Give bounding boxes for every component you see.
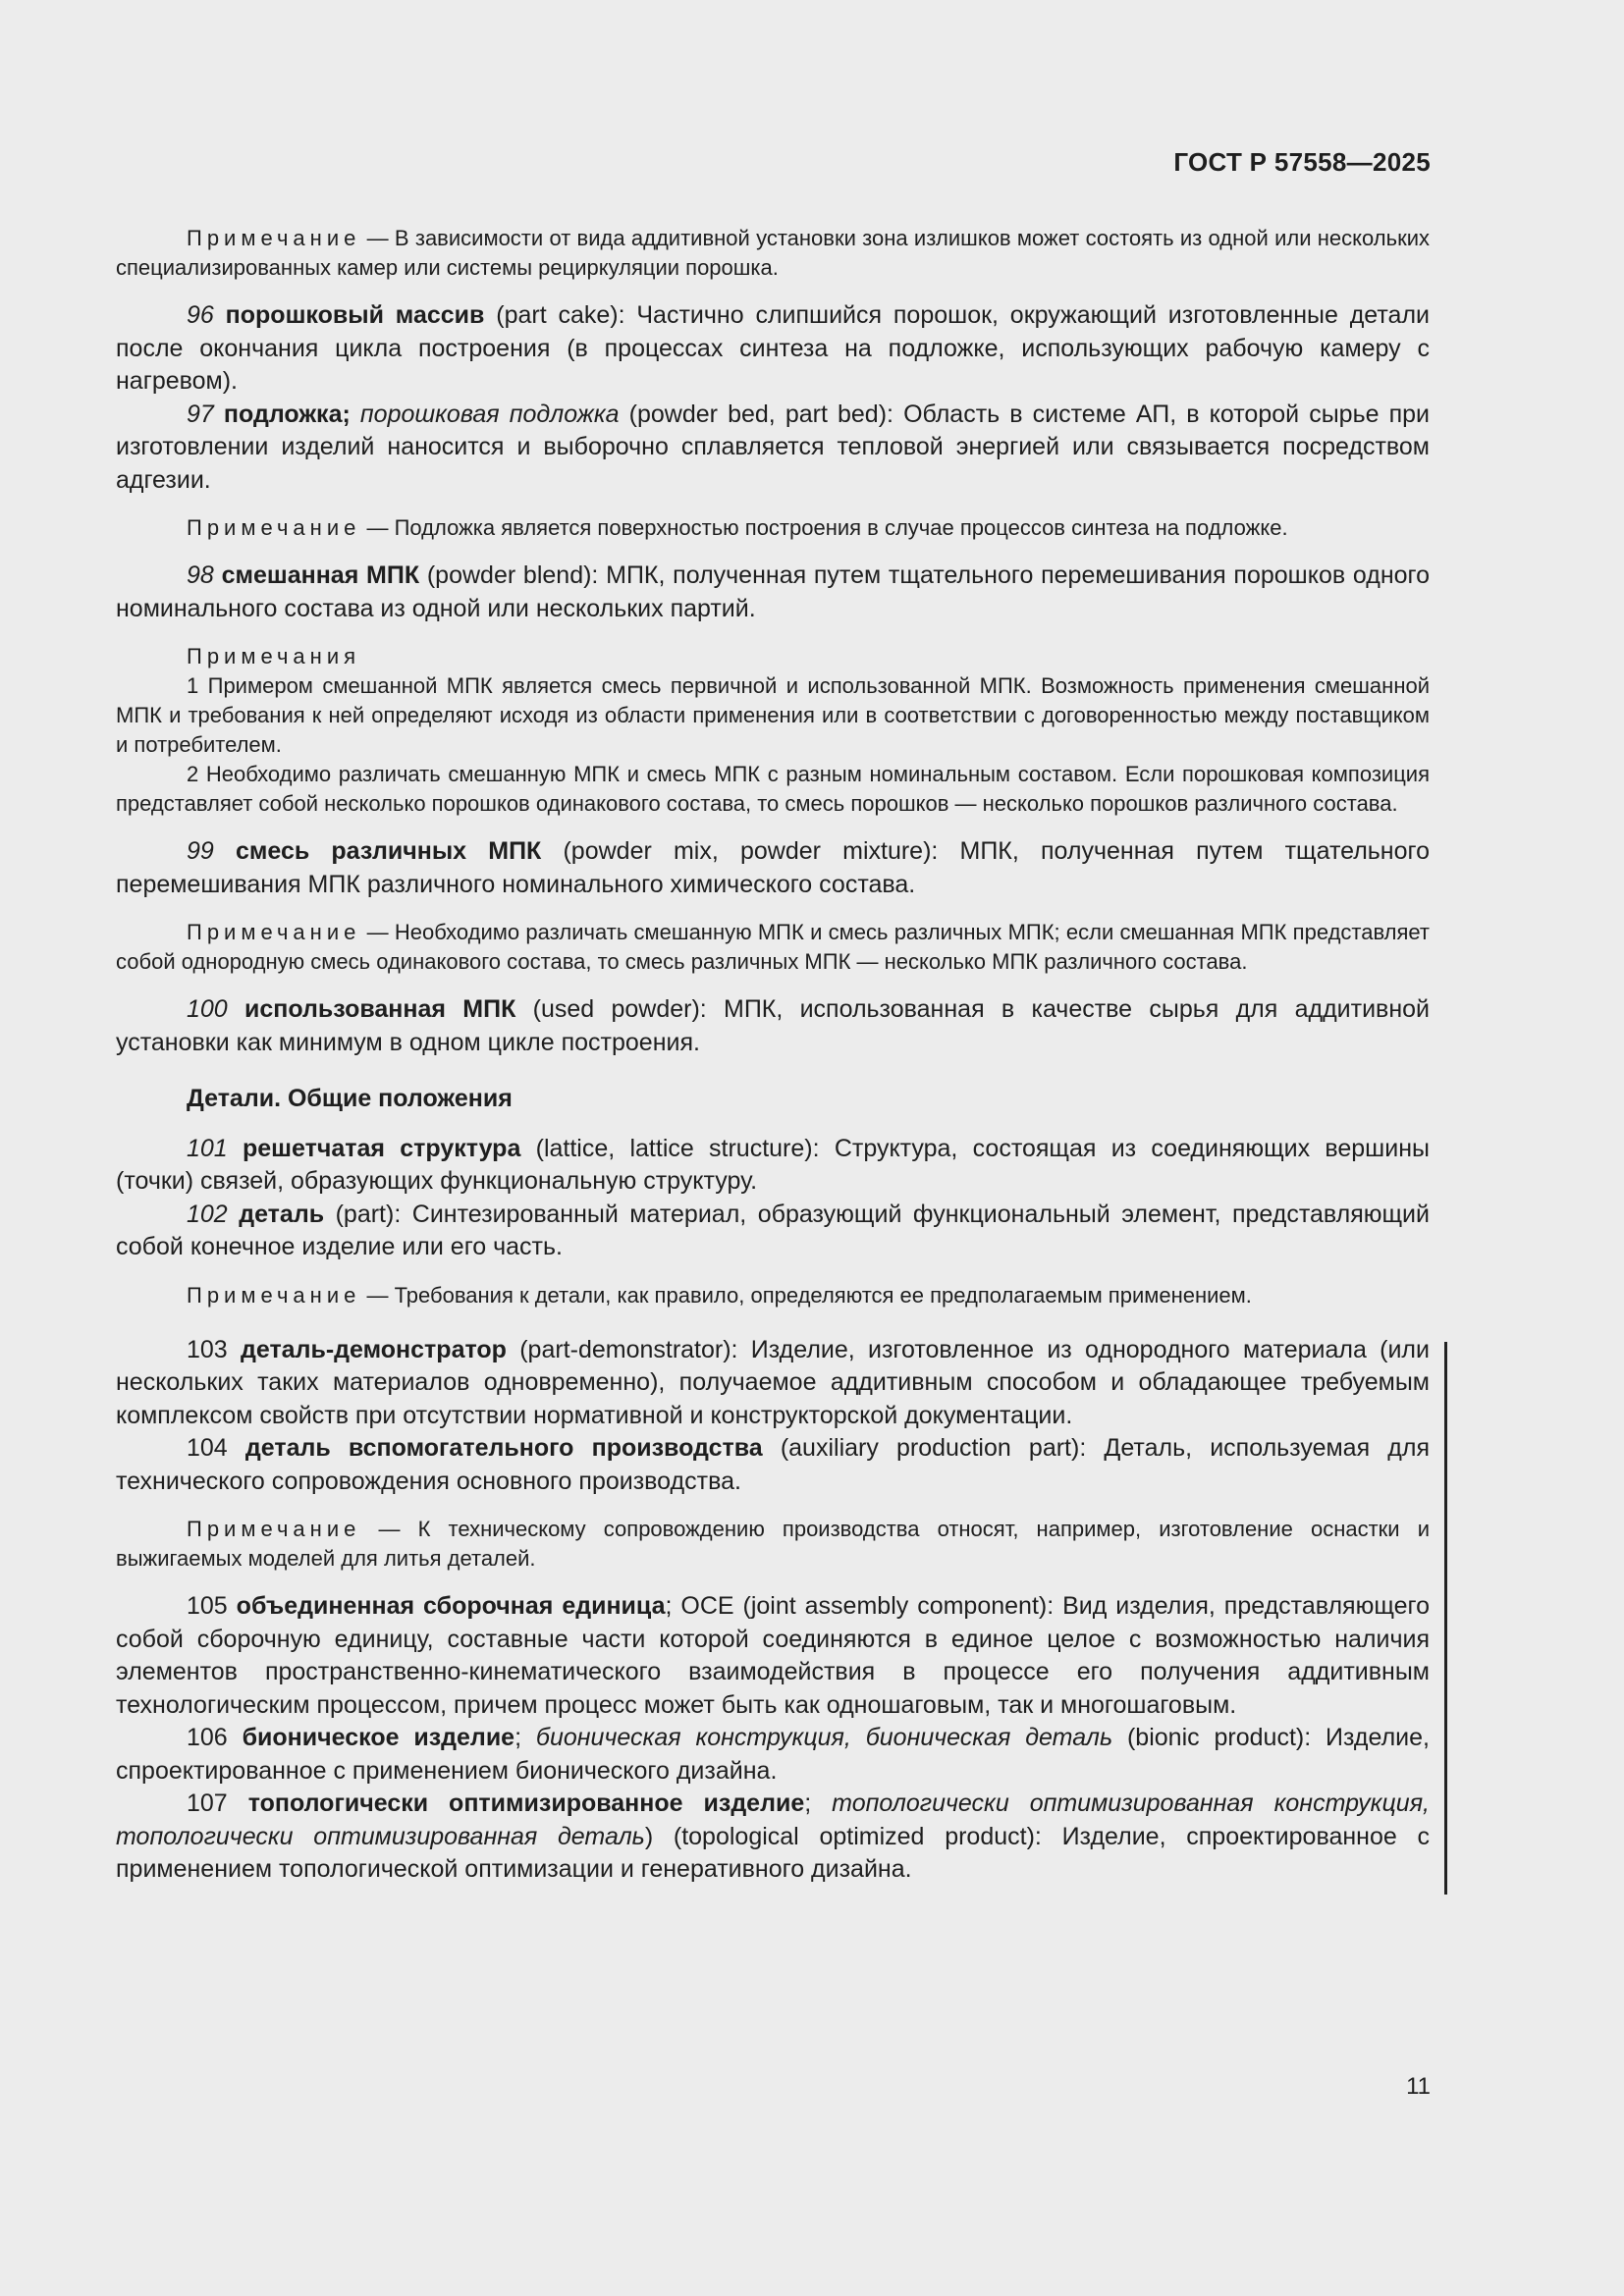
term-synonym: порошковая подложка — [359, 400, 620, 428]
term-definition: ; ОСЕ (joint assembly component): Вид изделия, представляющего собой сборочную единицу, составные части которой соединяются в единое целое с возможностью наличия элементов пространственно-кинематического взаимодействия в процессе его получения аддитивным технологическим процессом, причем процесс может быть как одношаговым, так и многошаговым. — [116, 1592, 1430, 1719]
note-text: Подложка является поверхностью построения в случае процессов синтеза на подложке. — [394, 515, 1288, 540]
term-name: деталь-демонстратор — [241, 1335, 507, 1363]
section-heading: Детали. Общие положения — [187, 1085, 513, 1112]
term-number: 102 — [187, 1200, 228, 1228]
term-entry-103 — [116, 1334, 1430, 1433]
term-entry-106: 106 бионическое изделие; бионическая конструкция, бионическая деталь (bionic product): Изделие, спроектированное с применением бионического дизайна. — [116, 1724, 1430, 1785]
term-entry-96 — [116, 299, 1430, 399]
note-label: Примечание — [187, 226, 361, 250]
note-text: Требования к детали, как правило, определяются ее предполагаемым применением. — [394, 1282, 1252, 1308]
note-text: В зависимости от вида аддитивной установки зона излишков может состоять из одной или нескольких специализированных камер или системы рециркуляции порошка. — [116, 226, 1430, 280]
note-text: К техническому сопровождению производства относят, например, изготовление оснастки и выжигаемых моделей для литья деталей. — [116, 1517, 1430, 1571]
notes-label: Примечания — [187, 644, 361, 668]
term-number: 99 — [187, 837, 214, 865]
term-number: 105 — [187, 1592, 228, 1620]
term-definition: (part-demonstrator): Изделие, изготовленное из однородного материала (или нескольких таких материалов одновременно), получаемое аддитивным способом и обладающее требуемым комплексом свойств при отсутствии нормативной и конструкторской документации. — [116, 1335, 1430, 1429]
term-definition: (part cake): Частично слипшийся порошок, окружающий изготовленные детали после окончания цикла построения (в процессах синтеза на подложке, использующих рабочую камеру с нагревом). — [116, 301, 1430, 395]
term-entry-105 — [116, 1590, 1430, 1722]
note-text: Необходимо различать смешанную МПК и смесь различных МПК; если смешанная МПК представляет собой однородную смесь одинакового состава, то смесь различных МПК — несколько МПК различного состава. — [116, 920, 1430, 974]
document-body — [116, 224, 1430, 1887]
term-name: порошковый массив — [225, 301, 485, 329]
term-entry-104 — [116, 1432, 1430, 1498]
term-entry-102 — [116, 1199, 1430, 1264]
term-entry-107: 107 топологически оптимизированное изделие; топологически оптимизированная конструкция, топологически оптимизированная деталь) (topological optimized product): Изделие, спроектированное с применением топологической оптимизации и генеративного дизайна. — [116, 1789, 1430, 1883]
term-entry-99 — [116, 835, 1430, 901]
term-definition: (powder blend): МПК, полученная путем тщательного перемешивания порошков одного номинального состава из одной или нескольких партий. — [116, 561, 1431, 622]
term-name: топологически оптимизированное изделие — [247, 1789, 805, 1817]
term-entry-98 — [116, 560, 1430, 625]
term-entry-101 — [116, 1133, 1430, 1199]
note: Примечание — Требования к детали, как правило, определяются ее предполагаемым применением. — [187, 1282, 1252, 1308]
note: Примечание — Подложка является поверхностью построения в случае процессов синтеза на подложке. — [187, 515, 1288, 540]
term-number: 103 — [187, 1335, 228, 1363]
term-number: 104 — [187, 1434, 228, 1462]
term-name: смесь различных МПК — [235, 837, 542, 865]
term-name: использованная МПК — [244, 995, 516, 1023]
note-label: Примечание — [187, 920, 361, 944]
term-definition: (lattice, lattice structure): Структура, состоящая из соединяющих вершины (точки) связей, образующих функциональную структуру. — [116, 1134, 1430, 1195]
term-number: 97 — [187, 400, 214, 428]
note: Примечание — Необходимо различать смешанную МПК и смесь различных МПК; если смешанная МПК представляет собой однородную смесь одинакового состава, то смесь различных МПК — несколько МПК различного состава. — [116, 920, 1430, 974]
term-number: 106 — [187, 1724, 228, 1751]
term-definition: (used powder): МПК, использованная в качестве сырья для аддитивной установки как минимум в одном цикле построения. — [116, 995, 1430, 1056]
term-name: смешанная МПК — [221, 561, 420, 589]
note-label: Примечание — [187, 1282, 361, 1308]
term-definition: (bionic product): Изделие, спроектированное с применением бионического дизайна. — [116, 1724, 1430, 1785]
term-number: 96 — [187, 301, 214, 329]
amended-section — [116, 1334, 1430, 1887]
change-bar — [1444, 1342, 1447, 1895]
term-number: 98 — [187, 561, 214, 589]
term-synonym: бионическая конструкция, бионическая деталь — [535, 1724, 1113, 1751]
term-name: подложка; — [223, 400, 351, 428]
term-entry-100 — [116, 993, 1430, 1059]
note-item-1: 1 Примером смешанной МПК является смесь первичной и использованной МПК. Возможность применения смешанной МПК и требования к ней определяют исходя из области применения или в соответствии с договоренностью между поставщиком и потребителем. — [116, 673, 1430, 757]
term-number: 101 — [187, 1134, 228, 1162]
term-name: деталь — [239, 1200, 325, 1228]
term-definition: (auxiliary production part): Деталь, используемая для технического сопровождения основного производства. — [116, 1434, 1430, 1495]
term-number: 100 — [187, 995, 228, 1023]
standard-designation: ГОСТ Р 57558—2025 — [1173, 147, 1431, 177]
term-name: бионическое изделие — [242, 1724, 515, 1751]
term-definition: (powder bed, part bed): Область в системе АП, в которой сырье при изготовлении изделий наносится и выборочно сплавляется тепловой энергией или связывается посредством адгезии. — [116, 400, 1431, 494]
term-definition: ) (topological optimized product): Изделие, спроектированное с применением топологической оптимизации и генеративного дизайна. — [116, 1822, 1430, 1883]
page-number: 11 — [1406, 2073, 1431, 2100]
note-label: Примечание — [187, 515, 361, 540]
term-definition: (powder mix, powder mixture): МПК, полученная путем тщательного перемешивания МПК различного номинального химического состава. — [116, 837, 1430, 898]
term-synonym: топологически оптимизированная конструкция, топологически оптимизированная деталь — [116, 1789, 1430, 1850]
term-number: 107 — [187, 1789, 228, 1817]
term-name: решетчатая структура — [242, 1134, 521, 1162]
note-label: Примечание — [187, 1517, 361, 1541]
term-name: объединенная сборочная единица — [236, 1592, 666, 1620]
note: Примечание — В зависимости от вида аддитивной установки зона излишков может состоять из одной или нескольких специализированных камер или системы рециркуляции порошка. — [116, 226, 1430, 280]
term-definition: (part): Синтезированный материал, образующий функциональный элемент, представляющий собой конечное изделие или его часть. — [116, 1200, 1430, 1260]
note-item-2: 2 Необходимо различать смешанную МПК и смесь МПК с разным номинальным составом. Если порошковая композиция представляет собой несколько порошков одинакового состава, то смесь порошков — несколько порошков различного состава. — [116, 762, 1430, 816]
note: Примечание — К техническому сопровождению производства относят, например, изготовление оснастки и выжигаемых моделей для литья деталей. — [116, 1517, 1430, 1571]
notes-heading — [116, 642, 1430, 671]
term-name: деталь вспомогательного производства — [244, 1434, 763, 1462]
term-entry-97 — [116, 399, 1430, 498]
